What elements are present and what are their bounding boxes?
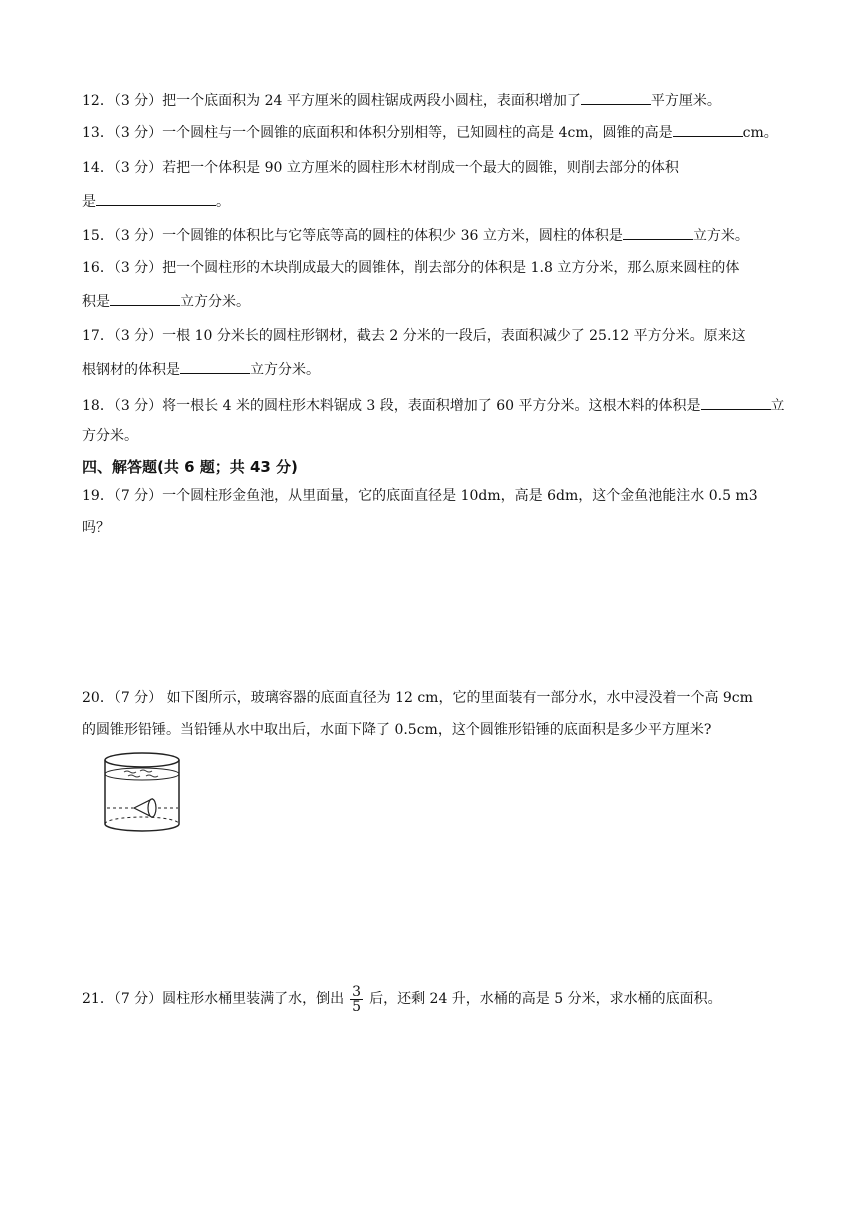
question-21: 21．（7 分）圆柱形水桶里装满了水，倒出 $\frac{3}{5}$ 后，还剩 24 升，水桶的高是 5 分米，求水桶的底面积。: [82, 983, 722, 1015]
question-13: 13．（3 分）一个圆柱与一个圆锥的底面积和体积分别相等，已知圆柱的高是 4cm，圆锥的高是 cm。: [82, 121, 778, 143]
question-18-line2: 方分米。: [82, 428, 138, 444]
glass-container-icon: [102, 750, 186, 834]
question-14-line1: 14．（3 分）若把一个体积是 90 立方厘米的圆柱形木材削成一个最大的圆锥，则削去部分的体积: [82, 160, 679, 176]
question-19-line1: 19．（7 分）一个圆柱形金鱼池，从里面量，它的底面直径是 10dm，高是 6dm，这个金鱼池能注水 0.5 m3: [82, 488, 758, 504]
question-14-line2: 是 。: [82, 190, 230, 212]
answer-blank-12[interactable]: [581, 89, 651, 105]
question-20-line2: 的圆锥形铅锤。当铅锤从水中取出后，水面下降了 0.5cm，这个圆锥形铅锤的底面积是多少平方厘米?: [82, 722, 712, 738]
answer-blank-18[interactable]: [701, 394, 771, 410]
section-heading-answer-questions: 四、解答题(共 6 题；共 43 分): [82, 458, 298, 476]
cylinder-with-cone-figure: [102, 750, 186, 838]
answer-blank-14[interactable]: [96, 190, 216, 206]
answer-blank-16[interactable]: [110, 290, 180, 306]
answer-blank-15[interactable]: [623, 224, 693, 240]
question-16-line2: 积是 立方分米。: [82, 290, 250, 312]
question-18-line1: 18．（3 分）将一根长 4 米的圆柱形木料锯成 3 段，表面积增加了 60 平方分米。这根木料的体积是 立: [82, 394, 785, 416]
answer-blank-13[interactable]: [673, 121, 743, 137]
answer-blank-17[interactable]: [180, 358, 250, 374]
question-19-line2: 吗？: [82, 520, 110, 536]
question-16-line1: 16．（3 分）把一个圆柱形的木块削成最大的圆锥体，削去部分的体积是 1.8 立方分米，那么原来圆柱的体: [82, 260, 740, 276]
question-15: 15．（3 分）一个圆锥的体积比与它等底等高的圆柱的体积少 36 立方米，圆柱的体积是 立方米。: [82, 224, 749, 246]
question-20-line1: 20．（7 分） 如下图所示，玻璃容器的底面直径为 12 cm，它的里面装有一部分水，水中浸没着一个高 9cm: [82, 690, 753, 706]
question-12: 12．（3 分）把一个底面积为 24 平方厘米的圆柱锯成两段小圆柱，表面积增加了 平方厘米。: [82, 89, 721, 111]
fraction-three-fifths: $\frac{3}{5}$: [352, 983, 362, 1015]
question-17-line2: 根钢材的体积是 立方分米。: [82, 358, 320, 380]
question-17-line1: 17．（3 分）一根 10 分米长的圆柱形钢材，截去 2 分米的一段后，表面积减少了 25.12 平方分米。原来这: [82, 328, 746, 344]
